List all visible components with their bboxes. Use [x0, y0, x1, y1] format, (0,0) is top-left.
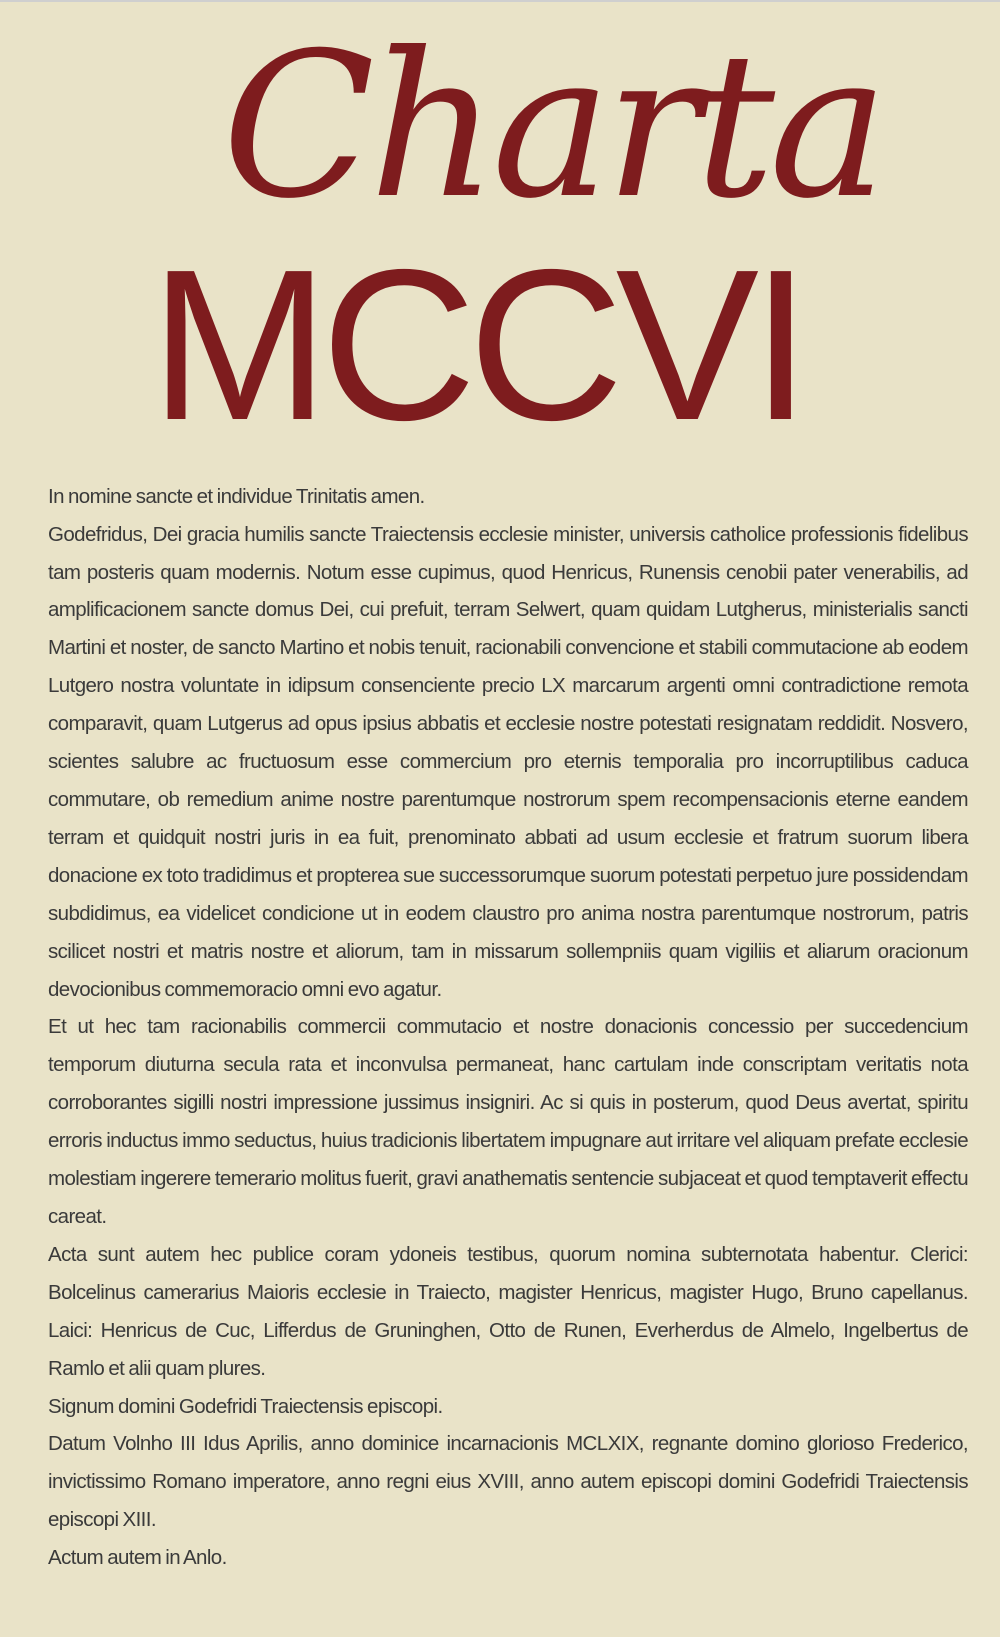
actum: Actum autem in Anlo.: [48, 1546, 227, 1570]
invocation: In nomine sancte et individue Trinitatis amen.: [48, 484, 425, 508]
paragraph-main: Godefridus, Dei gracia humilis sancte Traiectensis ecclesie minister, universis catholice professionis fidelibus tam posteris quam modernis. Notum esse cupimus, quod Henricus, Runensis cenobii pater venerabilis, ad amplificacionem sancte domus Dei, cui prefuit, terram Selwert, quam quidam Lutgherus, ministerialis sancti Martini et noster, de sancto Martino et nobis tenuit, racionabili convencione et stabili commutacione ab eodem Lutgero nostra voluntate in idipsum consenciente precio LX marcarum argenti omni contradictione remota comparavit, quam Lutgerus ad opus ipsius abbatis et ecclesie nostre potestati resignatam reddidit. Nosvero, scientes salubre ac fructuosum esse commercium pro eternis temporalia pro incorruptilibus caduca commutare, ob remedium anime nostre parentumque nostrorum spem recompensacionis eterne eandem terram et quidquit nostri juris in ea fuit, prenominato abbati ad usum ecclesie et fratrum suorum libera donacione ex toto tradidimus et propterea sue successorumque suorum potestati perpetuo jure possidendam subdidimus, ea videlicet condicione ut in eodem claustro pro anima nostra parentumque nostrorum, patris scilicet nostri et matris nostre et aliorum, tam in missarum sollempniis quam vigiliis et aliarum oracionum devocionibus commemoracio omni evo agatur.: [48, 522, 968, 1001]
title-charta: Charta: [222, 10, 883, 243]
signum: Signum domini Godefridi Traiectensis episcopi.: [48, 1394, 443, 1418]
title-block: [150, 2, 970, 465]
charter-text: [48, 478, 968, 1577]
datum: Datum Volnho III Idus Aprilis, anno dominice incarnacionis MCLXIX, regnante domino glorioso Frederico, invictissimo Romano imperatore, anno regni eius XVIII, anno autem episcopi domini Godefridi Traiectensis episcopi XIII.: [48, 1432, 968, 1532]
title-year-mccvi: MCCVI: [150, 224, 803, 465]
paragraph-witnesses: Acta sunt autem hec publice coram ydoneis testibus, quorum nomina subternotata habentur. Clerici: Bolcelinus camerarius Maioris ecclesie in Traiecto, magister Henricus, magister Hugo, Bruno capellanus. Laici: Henricus de Cuc, Lifferdus de Gruninghen, Otto de Runen, Everherdus de Almelo, Ingelbertus de Ramlo et alii quam plures.: [48, 1242, 968, 1380]
paragraph-sanction: Et ut hec tam racionabilis commercii commutacio et nostre donacionis concessio per succedencium temporum diuturna secula rata et inconvulsa permaneat, hanc cartulam inde conscriptam veritatis nota corroborantes sigilli nostri impressione jussimus insigniri. Ac si quis in posterum, quod Deus avertat, spiritu erroris inductus immo seductus, huius tradicionis libertatem impugnare aut irritare vel aliquam prefate ecclesie molestiam ingerere temerario molitus fuerit, gravi anathematis sentencie subjaceat et quod temptaverit effectu careat.: [48, 1015, 968, 1228]
